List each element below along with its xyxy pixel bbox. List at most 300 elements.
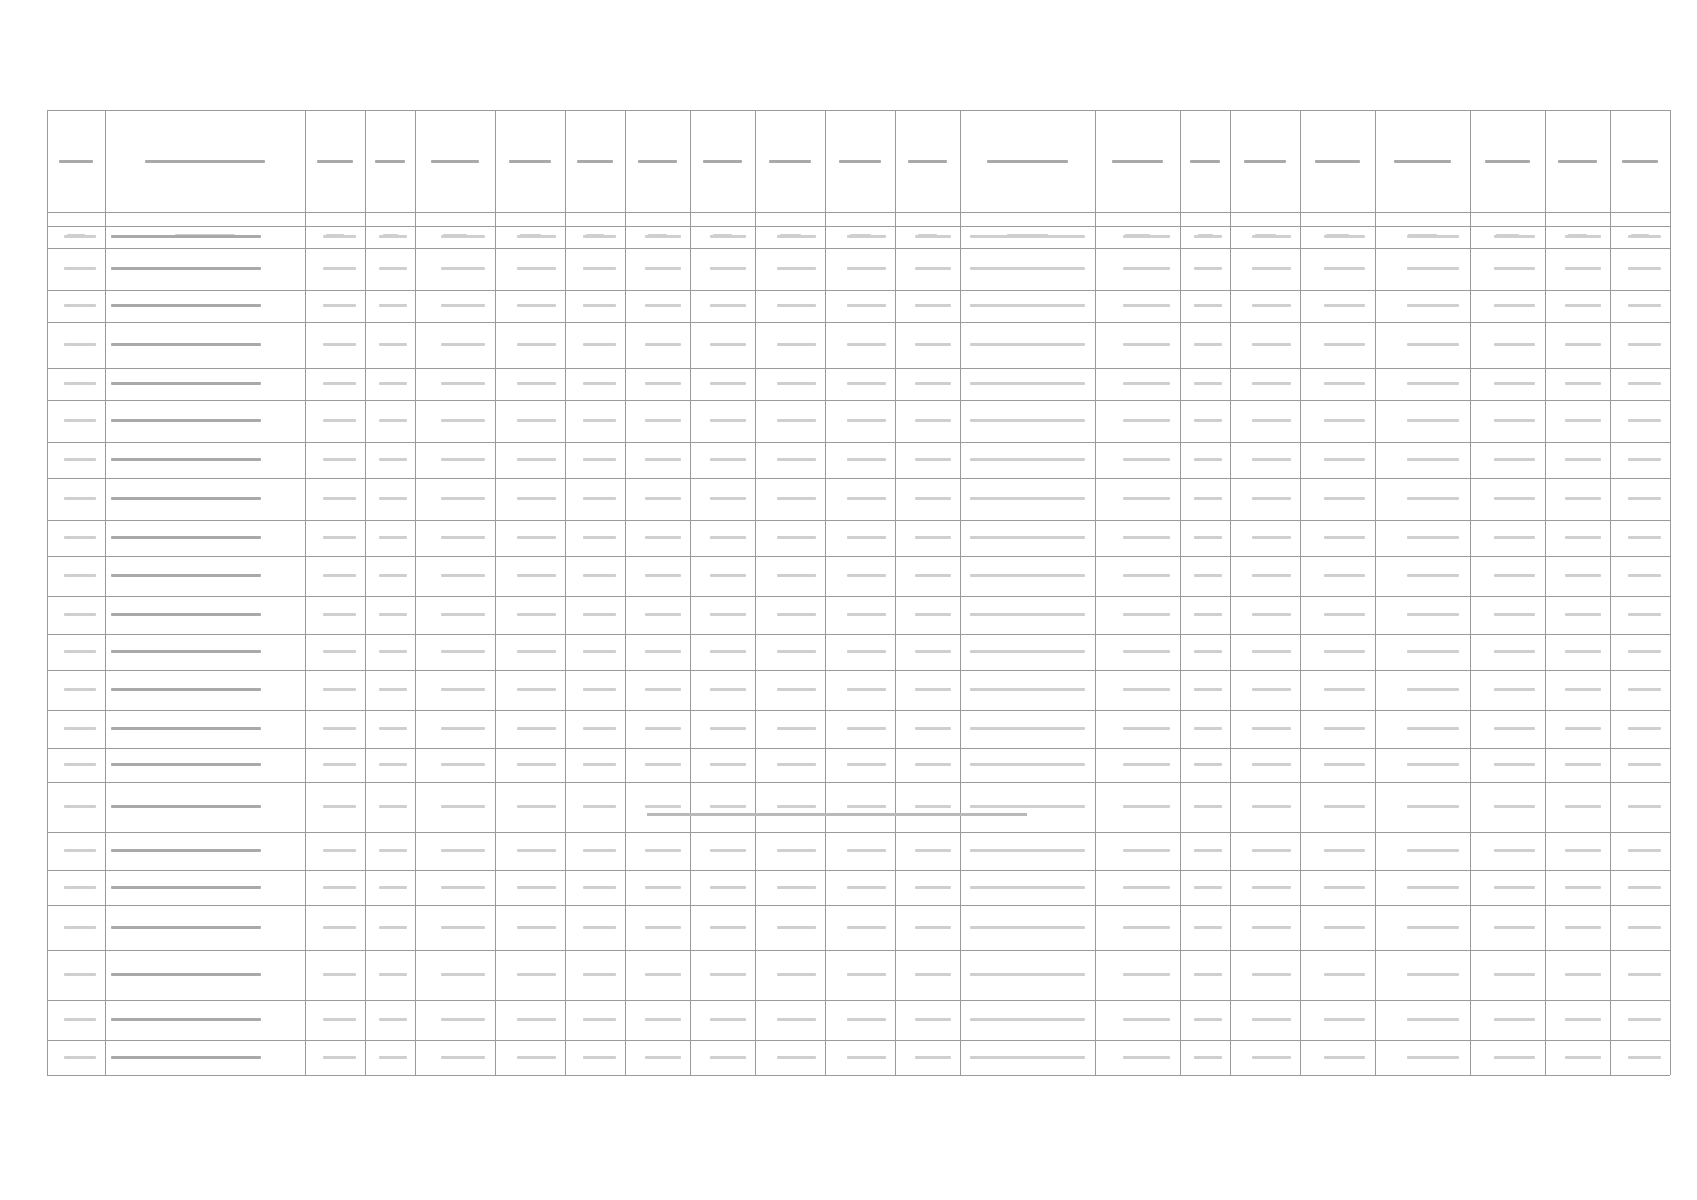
cell-placeholder xyxy=(1194,304,1222,307)
header-placeholder xyxy=(509,160,551,163)
header-placeholder xyxy=(1622,160,1658,163)
cell-placeholder xyxy=(1194,235,1222,238)
cell-placeholder xyxy=(645,973,681,976)
cell-placeholder xyxy=(915,536,951,539)
cell-placeholder xyxy=(847,613,886,616)
cell-placeholder xyxy=(970,458,1085,461)
cell-placeholder xyxy=(1123,235,1170,238)
cell-placeholder xyxy=(970,419,1085,422)
header-placeholder xyxy=(317,160,353,163)
cell-placeholder xyxy=(1628,886,1661,889)
header-placeholder xyxy=(577,160,613,163)
cell-placeholder xyxy=(517,574,556,577)
cell-placeholder xyxy=(583,304,616,307)
grid-row-line xyxy=(47,710,1670,711)
cell-placeholder xyxy=(1628,727,1661,730)
cell-placeholder xyxy=(441,382,485,385)
cell-placeholder xyxy=(710,763,746,766)
cell-placeholder xyxy=(777,419,816,422)
header-placeholder xyxy=(908,160,947,163)
cell-placeholder xyxy=(111,727,261,730)
cell-placeholder xyxy=(583,458,616,461)
cell-placeholder xyxy=(1252,886,1291,889)
cell-placeholder xyxy=(1407,650,1459,653)
cell-placeholder xyxy=(111,458,261,461)
cell-placeholder xyxy=(645,650,681,653)
cell-placeholder xyxy=(64,727,96,730)
cell-placeholder xyxy=(1324,304,1365,307)
cell-placeholder xyxy=(517,926,556,929)
cell-placeholder xyxy=(517,688,556,691)
cell-placeholder xyxy=(323,382,356,385)
cell-placeholder xyxy=(710,419,746,422)
cell-placeholder xyxy=(1324,805,1365,808)
cell-placeholder xyxy=(1407,805,1459,808)
cell-placeholder xyxy=(323,574,356,577)
cell-placeholder xyxy=(847,419,886,422)
cell-placeholder xyxy=(1324,267,1365,270)
cell-placeholder xyxy=(1494,805,1535,808)
cell-placeholder xyxy=(1123,1056,1170,1059)
cell-placeholder xyxy=(1494,650,1535,653)
cell-placeholder xyxy=(1494,613,1535,616)
cell-placeholder xyxy=(379,613,407,616)
cell-placeholder xyxy=(1123,763,1170,766)
cell-placeholder xyxy=(1194,688,1222,691)
cell-placeholder xyxy=(379,382,407,385)
cell-placeholder xyxy=(111,574,261,577)
cell-placeholder xyxy=(777,304,816,307)
cell-placeholder xyxy=(1324,613,1365,616)
cell-placeholder xyxy=(111,805,261,808)
cell-placeholder xyxy=(1565,1056,1601,1059)
cell-placeholder xyxy=(847,574,886,577)
cell-placeholder xyxy=(583,536,616,539)
cell-placeholder xyxy=(1324,235,1365,238)
cell-placeholder xyxy=(847,267,886,270)
cell-placeholder xyxy=(645,1056,681,1059)
cell-placeholder xyxy=(777,613,816,616)
cell-placeholder xyxy=(645,613,681,616)
cell-placeholder xyxy=(915,419,951,422)
cell-placeholder xyxy=(710,849,746,852)
cell-placeholder xyxy=(970,886,1085,889)
header-placeholder xyxy=(1190,160,1220,163)
cell-placeholder xyxy=(970,267,1085,270)
cell-placeholder xyxy=(1494,536,1535,539)
cell-placeholder xyxy=(1123,497,1170,500)
grid-col-line xyxy=(365,110,366,1075)
cell-placeholder xyxy=(517,382,556,385)
cell-placeholder xyxy=(323,926,356,929)
cell-placeholder xyxy=(323,688,356,691)
cell-placeholder xyxy=(645,419,681,422)
cell-placeholder xyxy=(1628,267,1661,270)
cell-placeholder xyxy=(517,458,556,461)
cell-placeholder xyxy=(710,1018,746,1021)
cell-placeholder xyxy=(1494,973,1535,976)
cell-placeholder xyxy=(517,727,556,730)
cell-placeholder xyxy=(1194,973,1222,976)
cell-placeholder xyxy=(517,343,556,346)
cell-placeholder xyxy=(1494,727,1535,730)
cell-placeholder xyxy=(1324,688,1365,691)
cell-placeholder xyxy=(847,382,886,385)
cell-placeholder xyxy=(1628,343,1661,346)
cell-placeholder xyxy=(379,1018,407,1021)
cell-placeholder xyxy=(1252,419,1291,422)
grid-col-line xyxy=(755,110,756,1075)
cell-placeholder xyxy=(111,343,261,346)
cell-placeholder xyxy=(379,536,407,539)
cell-placeholder xyxy=(915,267,951,270)
cell-placeholder xyxy=(1494,926,1535,929)
cell-placeholder xyxy=(379,805,407,808)
cell-placeholder xyxy=(915,727,951,730)
cell-placeholder xyxy=(323,727,356,730)
grid-row-line xyxy=(47,212,1670,213)
grid-col-line xyxy=(1470,110,1471,1075)
cell-placeholder xyxy=(777,849,816,852)
cell-placeholder xyxy=(710,1056,746,1059)
cell-placeholder xyxy=(1194,926,1222,929)
grid-row-line xyxy=(47,748,1670,749)
cell-placeholder xyxy=(517,849,556,852)
cell-placeholder xyxy=(1123,267,1170,270)
cell-placeholder xyxy=(1324,497,1365,500)
cell-placeholder xyxy=(1194,763,1222,766)
cell-placeholder xyxy=(645,235,681,238)
cell-placeholder xyxy=(1324,458,1365,461)
cell-placeholder xyxy=(1252,382,1291,385)
cell-placeholder xyxy=(1494,235,1535,238)
cell-placeholder xyxy=(64,1056,96,1059)
cell-placeholder xyxy=(1252,613,1291,616)
cell-placeholder xyxy=(1407,497,1459,500)
cell-placeholder xyxy=(847,973,886,976)
cell-placeholder xyxy=(1252,849,1291,852)
cell-placeholder xyxy=(111,382,261,385)
cell-placeholder xyxy=(847,536,886,539)
cell-placeholder xyxy=(441,574,485,577)
cell-placeholder xyxy=(64,688,96,691)
cell-placeholder xyxy=(1194,650,1222,653)
grid-col-line xyxy=(1095,110,1096,1075)
cell-placeholder xyxy=(323,1018,356,1021)
header-placeholder xyxy=(1558,160,1597,163)
cell-placeholder xyxy=(915,235,951,238)
cell-placeholder xyxy=(970,574,1085,577)
cell-placeholder xyxy=(1628,419,1661,422)
cell-placeholder xyxy=(777,1056,816,1059)
cell-placeholder xyxy=(970,497,1085,500)
cell-placeholder xyxy=(847,458,886,461)
cell-placeholder xyxy=(441,497,485,500)
cell-placeholder xyxy=(1628,1056,1661,1059)
cell-placeholder xyxy=(379,267,407,270)
cell-placeholder xyxy=(441,650,485,653)
cell-placeholder xyxy=(323,497,356,500)
cell-placeholder xyxy=(1494,688,1535,691)
grid-row-line xyxy=(47,556,1670,557)
cell-placeholder xyxy=(777,382,816,385)
cell-placeholder xyxy=(323,849,356,852)
cell-placeholder xyxy=(64,267,96,270)
cell-placeholder xyxy=(379,763,407,766)
cell-placeholder xyxy=(64,382,96,385)
cell-placeholder xyxy=(517,1018,556,1021)
cell-placeholder xyxy=(517,973,556,976)
cell-placeholder xyxy=(1123,849,1170,852)
cell-placeholder xyxy=(1407,343,1459,346)
cell-placeholder xyxy=(583,1056,616,1059)
cell-placeholder xyxy=(323,536,356,539)
cell-placeholder xyxy=(710,304,746,307)
cell-placeholder xyxy=(379,419,407,422)
grid-col-line xyxy=(47,110,48,1075)
cell-placeholder xyxy=(64,886,96,889)
cell-placeholder xyxy=(64,849,96,852)
cell-placeholder xyxy=(111,497,261,500)
cell-placeholder xyxy=(517,267,556,270)
cell-placeholder xyxy=(1628,574,1661,577)
cell-placeholder xyxy=(379,304,407,307)
grid-col-line xyxy=(565,110,566,1075)
cell-placeholder xyxy=(1324,1056,1365,1059)
cell-placeholder xyxy=(111,235,261,238)
cell-placeholder xyxy=(645,1018,681,1021)
grid-col-line xyxy=(1545,110,1546,1075)
cell-placeholder xyxy=(847,727,886,730)
cell-placeholder xyxy=(1252,343,1291,346)
cell-placeholder xyxy=(111,613,261,616)
cell-placeholder xyxy=(1407,973,1459,976)
cell-placeholder xyxy=(379,849,407,852)
cell-placeholder xyxy=(1565,419,1601,422)
cell-placeholder xyxy=(64,235,96,238)
cell-placeholder xyxy=(1123,419,1170,422)
cell-placeholder xyxy=(1565,849,1601,852)
grid-col-line xyxy=(960,110,961,1075)
cell-placeholder xyxy=(1407,763,1459,766)
cell-placeholder xyxy=(379,973,407,976)
grid-col-line xyxy=(1610,110,1611,1075)
cell-placeholder xyxy=(111,688,261,691)
cell-placeholder xyxy=(970,304,1085,307)
cell-placeholder xyxy=(111,536,261,539)
grid-row-line xyxy=(47,870,1670,871)
cell-placeholder xyxy=(645,574,681,577)
cell-placeholder xyxy=(970,613,1085,616)
cell-placeholder xyxy=(441,419,485,422)
cell-placeholder xyxy=(441,1056,485,1059)
cell-placeholder xyxy=(64,613,96,616)
cell-placeholder xyxy=(645,688,681,691)
cell-placeholder xyxy=(710,458,746,461)
cell-placeholder xyxy=(111,886,261,889)
header-placeholder xyxy=(1394,160,1451,163)
cell-placeholder xyxy=(1494,1018,1535,1021)
cell-placeholder xyxy=(441,613,485,616)
header-placeholder xyxy=(839,160,881,163)
cell-placeholder xyxy=(1324,574,1365,577)
grid-row-line xyxy=(47,322,1670,323)
cell-placeholder xyxy=(777,235,816,238)
cell-placeholder xyxy=(1194,343,1222,346)
cell-placeholder xyxy=(1324,973,1365,976)
cell-placeholder xyxy=(1494,574,1535,577)
cell-placeholder xyxy=(1494,382,1535,385)
cell-placeholder xyxy=(379,343,407,346)
cell-placeholder xyxy=(645,497,681,500)
cell-placeholder xyxy=(111,304,261,307)
header-placeholder xyxy=(1315,160,1360,163)
grid-col-line xyxy=(1300,110,1301,1075)
cell-placeholder xyxy=(379,235,407,238)
cell-placeholder xyxy=(847,688,886,691)
cell-placeholder xyxy=(1194,267,1222,270)
cell-placeholder xyxy=(1565,343,1601,346)
cell-placeholder xyxy=(1194,497,1222,500)
cell-placeholder xyxy=(710,267,746,270)
cell-placeholder xyxy=(379,727,407,730)
cell-placeholder xyxy=(64,805,96,808)
cell-placeholder xyxy=(111,1018,261,1021)
cell-placeholder xyxy=(517,536,556,539)
cell-placeholder xyxy=(1324,650,1365,653)
cell-placeholder xyxy=(583,343,616,346)
cell-placeholder xyxy=(970,235,1085,238)
cell-placeholder xyxy=(441,727,485,730)
cell-placeholder xyxy=(1407,926,1459,929)
cell-placeholder xyxy=(777,926,816,929)
cell-placeholder xyxy=(1123,926,1170,929)
cell-placeholder xyxy=(1324,849,1365,852)
cell-placeholder xyxy=(64,343,96,346)
cell-placeholder xyxy=(517,886,556,889)
cell-placeholder xyxy=(710,574,746,577)
cell-placeholder xyxy=(1628,849,1661,852)
cell-placeholder xyxy=(1123,574,1170,577)
cell-placeholder xyxy=(379,688,407,691)
cell-placeholder xyxy=(1194,886,1222,889)
cell-placeholder xyxy=(847,763,886,766)
header-placeholder xyxy=(1244,160,1286,163)
cell-placeholder xyxy=(583,497,616,500)
cell-placeholder xyxy=(645,926,681,929)
cell-placeholder xyxy=(710,382,746,385)
grid-row-line xyxy=(47,950,1670,951)
cell-placeholder xyxy=(1123,304,1170,307)
cell-placeholder xyxy=(1324,343,1365,346)
cell-placeholder xyxy=(915,497,951,500)
cell-placeholder xyxy=(1494,343,1535,346)
cell-placeholder xyxy=(710,688,746,691)
cell-placeholder xyxy=(323,419,356,422)
cell-placeholder xyxy=(915,849,951,852)
cell-placeholder xyxy=(847,805,886,808)
cell-placeholder xyxy=(710,613,746,616)
cell-placeholder xyxy=(64,304,96,307)
cell-placeholder xyxy=(583,886,616,889)
cell-placeholder xyxy=(645,763,681,766)
cell-placeholder xyxy=(1252,805,1291,808)
cell-placeholder xyxy=(1407,574,1459,577)
cell-placeholder xyxy=(645,343,681,346)
cell-placeholder xyxy=(847,235,886,238)
cell-placeholder xyxy=(970,343,1085,346)
cell-placeholder xyxy=(583,926,616,929)
cell-placeholder xyxy=(1194,1056,1222,1059)
cell-placeholder xyxy=(1324,727,1365,730)
grid-col-line xyxy=(105,110,106,1075)
cell-placeholder xyxy=(441,304,485,307)
cell-placeholder xyxy=(970,849,1085,852)
cell-placeholder xyxy=(1565,458,1601,461)
cell-placeholder xyxy=(645,382,681,385)
cell-placeholder xyxy=(1123,727,1170,730)
cell-placeholder xyxy=(583,688,616,691)
cell-placeholder xyxy=(1194,458,1222,461)
cell-placeholder xyxy=(1407,613,1459,616)
cell-placeholder xyxy=(777,497,816,500)
grid-row-line xyxy=(47,110,1670,111)
grid-col-line xyxy=(895,110,896,1075)
cell-placeholder xyxy=(379,1056,407,1059)
cell-placeholder xyxy=(1565,382,1601,385)
cell-placeholder xyxy=(1565,304,1601,307)
cell-placeholder xyxy=(1324,419,1365,422)
cell-placeholder xyxy=(915,973,951,976)
cell-placeholder xyxy=(1252,497,1291,500)
cell-placeholder xyxy=(1494,886,1535,889)
cell-placeholder xyxy=(1565,650,1601,653)
cell-placeholder xyxy=(517,1056,556,1059)
cell-placeholder xyxy=(323,1056,356,1059)
cell-placeholder xyxy=(1407,886,1459,889)
cell-placeholder xyxy=(111,650,261,653)
section-heading-placeholder xyxy=(647,813,1027,816)
cell-placeholder xyxy=(1407,1056,1459,1059)
grid-row-line xyxy=(47,400,1670,401)
cell-placeholder xyxy=(517,304,556,307)
cell-placeholder xyxy=(1628,235,1661,238)
cell-placeholder xyxy=(1628,382,1661,385)
cell-placeholder xyxy=(970,382,1085,385)
cell-placeholder xyxy=(915,763,951,766)
cell-placeholder xyxy=(583,973,616,976)
cell-placeholder xyxy=(1628,805,1661,808)
header-placeholder xyxy=(703,160,742,163)
cell-placeholder xyxy=(64,536,96,539)
cell-placeholder xyxy=(1252,650,1291,653)
cell-placeholder xyxy=(1123,688,1170,691)
cell-placeholder xyxy=(1123,536,1170,539)
grid-row-line xyxy=(47,832,1670,833)
cell-placeholder xyxy=(847,343,886,346)
cell-placeholder xyxy=(645,805,681,808)
grid-row-line xyxy=(47,1000,1670,1001)
cell-placeholder xyxy=(111,849,261,852)
cell-placeholder xyxy=(710,650,746,653)
grid-row-line xyxy=(47,634,1670,635)
cell-placeholder xyxy=(1123,886,1170,889)
grid-col-line xyxy=(1670,110,1671,1075)
header-placeholder xyxy=(987,160,1068,163)
cell-placeholder xyxy=(64,763,96,766)
cell-placeholder xyxy=(777,267,816,270)
cell-placeholder xyxy=(1407,688,1459,691)
